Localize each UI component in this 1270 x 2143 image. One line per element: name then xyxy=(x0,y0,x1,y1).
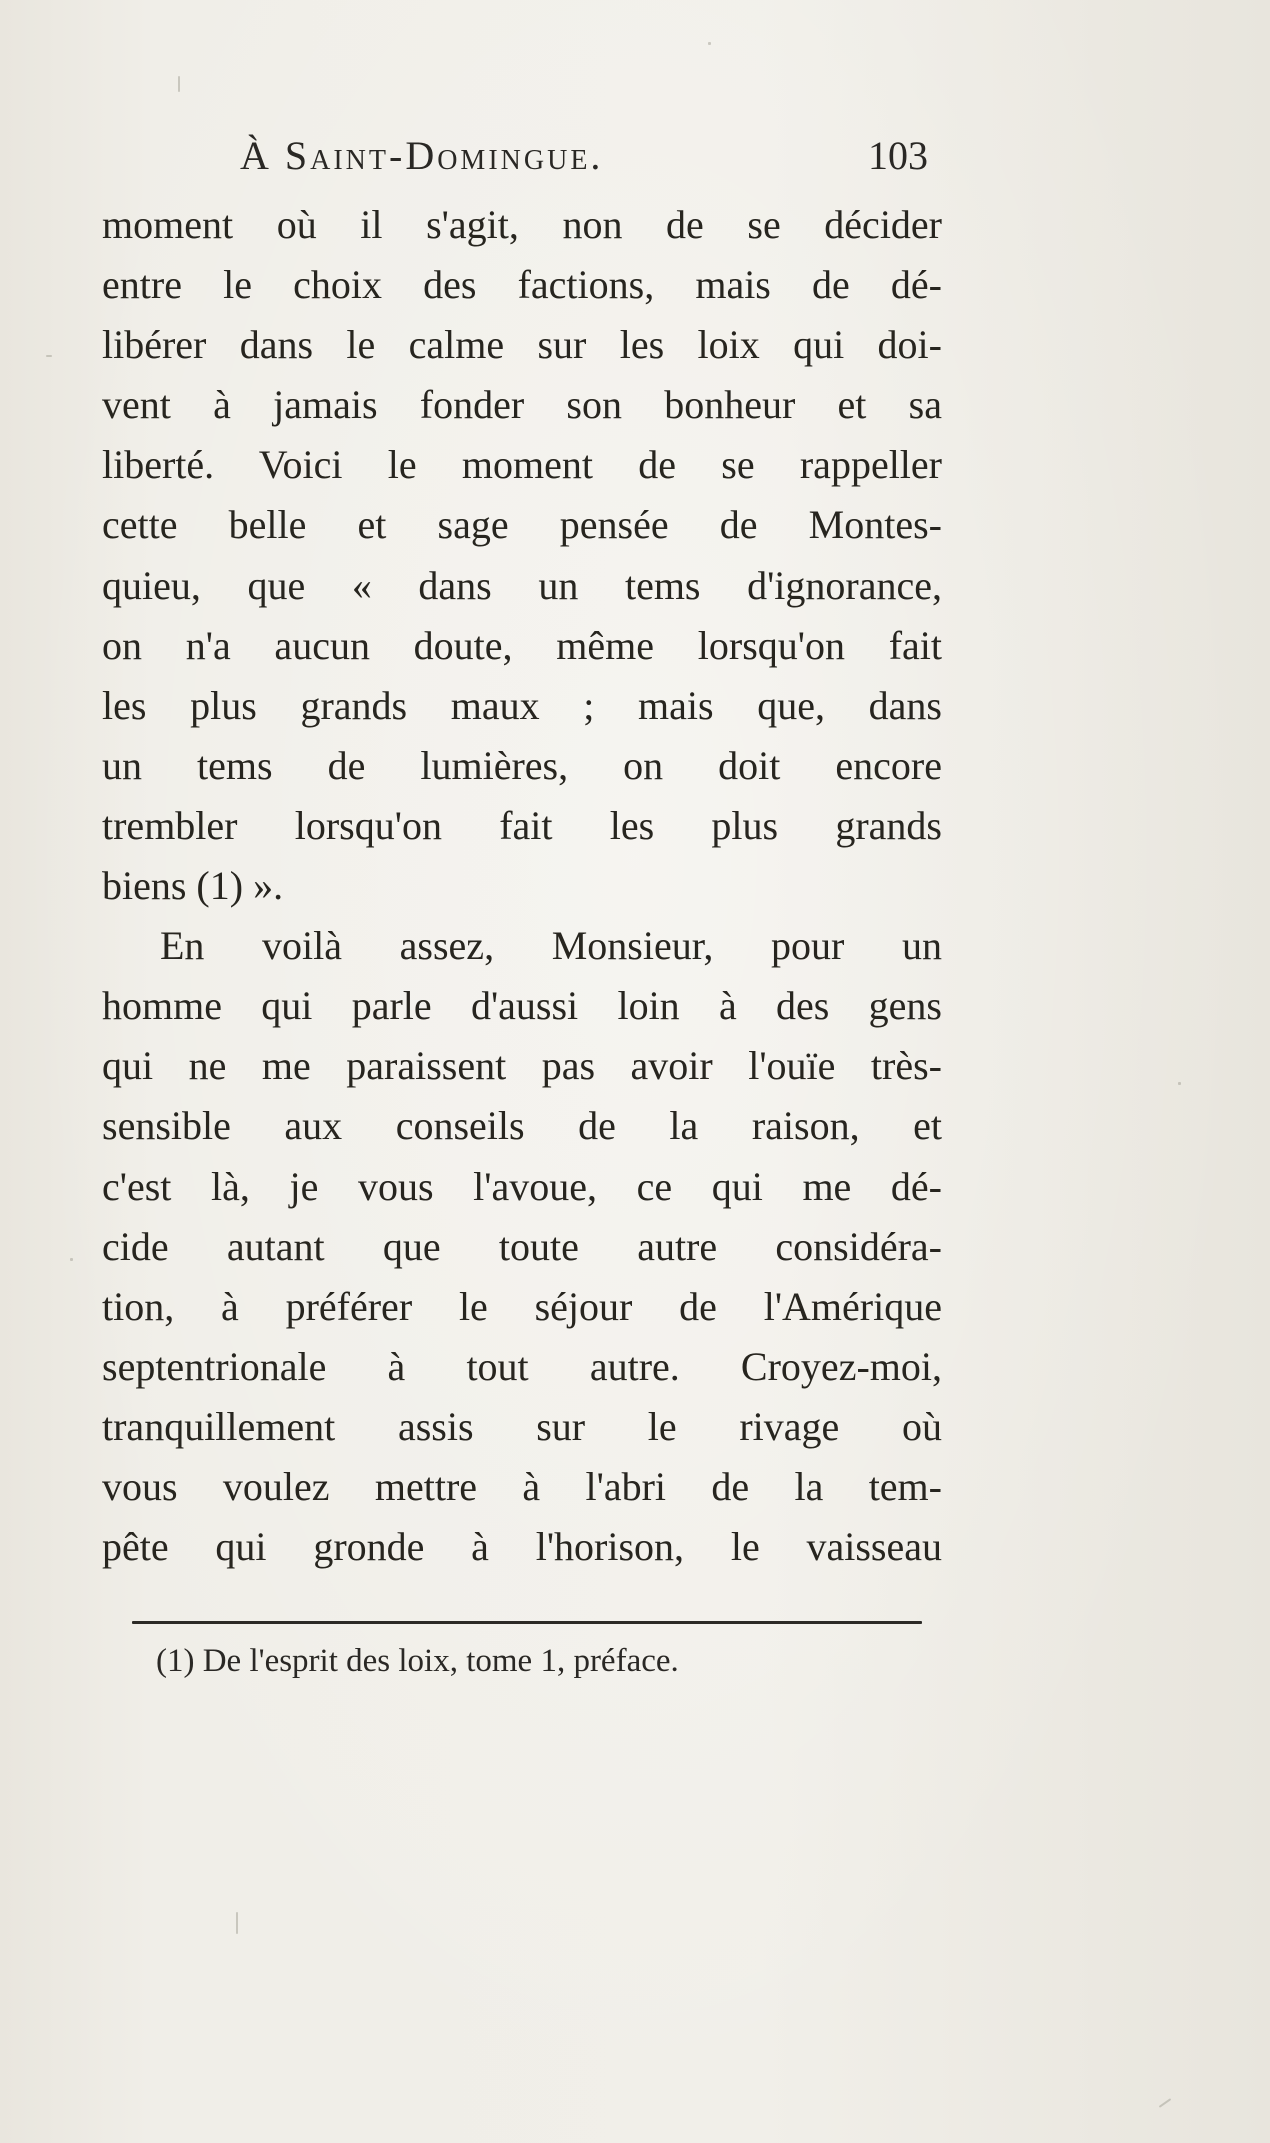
text-line: cide autant que toute autre considéra- xyxy=(102,1223,942,1269)
paper-speck xyxy=(70,1258,73,1261)
text-line: entre le choix des factions, mais de dé- xyxy=(102,262,942,308)
running-header xyxy=(100,132,942,192)
footnote-rule xyxy=(132,1621,922,1624)
footnote: (1) De l'esprit des loix, tome 1, préface. xyxy=(156,1643,679,1679)
paper-speck xyxy=(1159,2098,1172,2108)
text-line: moment où il s'agit, non de se décider xyxy=(102,202,942,247)
paper-speck xyxy=(46,355,52,357)
text-line: libérer dans le calme sur les loix qui doi- xyxy=(102,322,942,368)
text-line: trembler lorsqu'on fait les plus grands xyxy=(102,802,942,848)
text-line: c'est là, je vous l'avoue, ce qui me dé- xyxy=(102,1163,942,1209)
paper-speck xyxy=(708,42,711,45)
text-line: pête qui gronde à l'horison, le vaisseau xyxy=(102,1524,942,1570)
running-title: À Saint-Domingue. xyxy=(240,133,604,178)
text-line: biens (1) ». xyxy=(102,863,284,909)
page-number: 103 xyxy=(868,133,928,178)
body-text xyxy=(102,195,942,1577)
text-line: qui ne me paraissent pas avoir l'ouïe très- xyxy=(102,1043,942,1089)
paper-speck xyxy=(236,1912,238,1934)
text-line: liberté. Voici le moment de se rappeller xyxy=(102,442,942,488)
text-line: vous voulez mettre à l'abri de la tem- xyxy=(102,1463,942,1509)
text-line: on n'a aucun doute, même lorsqu'on fait xyxy=(102,622,942,668)
text-line: vent à jamais fonder son bonheur et sa xyxy=(102,382,942,428)
text-line: les plus grands maux ; mais que, dans xyxy=(102,682,942,728)
paper-speck xyxy=(1178,1082,1181,1085)
paragraph-start-line: En voilà assez, Monsieur, pour un xyxy=(160,923,942,969)
text-line: tranquillement assis sur le rivage où xyxy=(102,1403,942,1449)
text-line: septentrionale à tout autre. Croyez-moi, xyxy=(102,1343,942,1389)
paper-speck xyxy=(178,76,180,92)
text-line: un tems de lumières, on doit encore xyxy=(102,742,942,788)
text-line: cette belle et sage pensée de Montes- xyxy=(102,502,942,548)
text-line: homme qui parle d'aussi loin à des gens xyxy=(102,983,942,1029)
text-line: sensible aux conseils de la raison, et xyxy=(102,1103,942,1149)
text-line: quieu, que « dans un tems d'ignorance, xyxy=(102,562,942,608)
text-line: tion, à préférer le séjour de l'Amérique xyxy=(102,1283,942,1329)
